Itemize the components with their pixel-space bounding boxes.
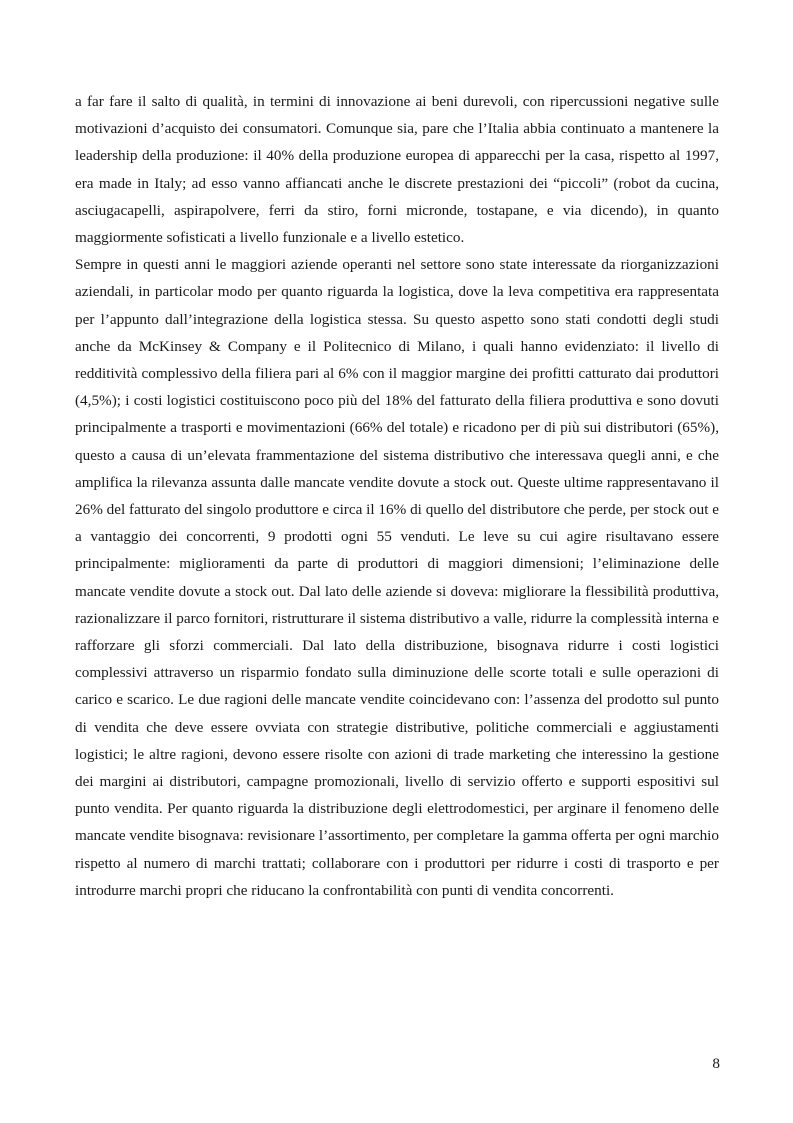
- page-number: 8: [712, 1055, 720, 1072]
- paragraph: Sempre in questi anni le maggiori aziende operanti nel settore sono state interessate da riorganizzazioni aziendali, in particolar modo per quanto riguarda la logistica, dove la leva competitiva era rappresentata per l’appunto dall’integrazione della logistica stessa. Su questo aspetto sono stati condotti degli studi anche da McKinsey & Company e il Politecnico di Milano, i quali hanno evidenziato: il livello di redditività complessivo della filiera pari al 6% con il maggior margine dei profitti catturato dai produttori (4,5%); i costi logistici costituiscono poco più del 18% del fatturato della filiera produttiva e sono dovuti principalmente a trasporti e movimentazioni (66% del totale) e ricadono per di più sui distributori (65%), questo a causa di un’elevata frammentazione del sistema distributivo che interessava quegli anni, e che amplifica la rilevanza assunta dalle mancate vendite dovute a stock out. Queste ultime rappresentavano il 26% del fatturato del singolo produttore e circa il 16% di quello del distributore che perde, per stock out e a vantaggio dei concorrenti, 9 prodotti ogni 55 venduti. Le leve su cui agire risultavano essere principalmente: miglioramenti da parte di produttori di maggiori dimensioni; l’eliminazione delle mancate vendite dovute a stock out. Dal lato delle aziende si doveva: migliorare la flessibilità produttiva, razionalizzare il parco fornitori, ristrutturare il sistema distributivo a valle, ridurre la complessità interna e rafforzare gli sforzi commerciali. Dal lato della distribuzione, bisognava ridurre i costi logistici complessivi attraverso un risparmio fondato sulla diminuzione delle scorte totali e sulle operazioni di carico e scarico. Le due ragioni delle mancate vendite coincidevano con: l’assenza del prodotto sul punto di vendita che deve essere ovviata con strategie distributive, politiche commerciali e aggiustamenti logistici; le altre ragioni, devono essere risolte con azioni di trade marketing che interessino la gestione dei margini ai distributori, campagne promozionali, livello di servizio offerto e supporti espositivi sul punto vendita. Per quanto riguarda la distribuzione degli elettrodomestici, per arginare il fenomeno delle mancate vendite bisognava: revisionare l’assortimento, per completare la gamma offerta per ogni marchio rispetto al numero di marchi trattati; collaborare con i produttori per ridurre i costi di trasporto e per introdurre marchi propri che riducano la confrontabilità con punti di vendita concorrenti.: [75, 256, 719, 899]
- paragraph: a far fare il salto di qualità, in termini di innovazione ai beni durevoli, con ripercussioni negative sulle motivazioni d’acquisto dei consumatori. Comunque sia, pare che l’Italia abbia continuato a mantenere la leadership della produzione: il 40% della produzione europea di apparecchi per la casa, rispetto al 1997, era made in Italy; ad esso vanno affiancati anche le discrete prestazioni dei “piccoli” (robot da cucina, asciugacapelli, aspirapolvere, ferri da stiro, forni micronde, tostapane, e via dicendo), in quanto maggiormente sofisticati a livello funzionale e a livello estetico.: [75, 93, 719, 247]
- body-text: [75, 88, 719, 904]
